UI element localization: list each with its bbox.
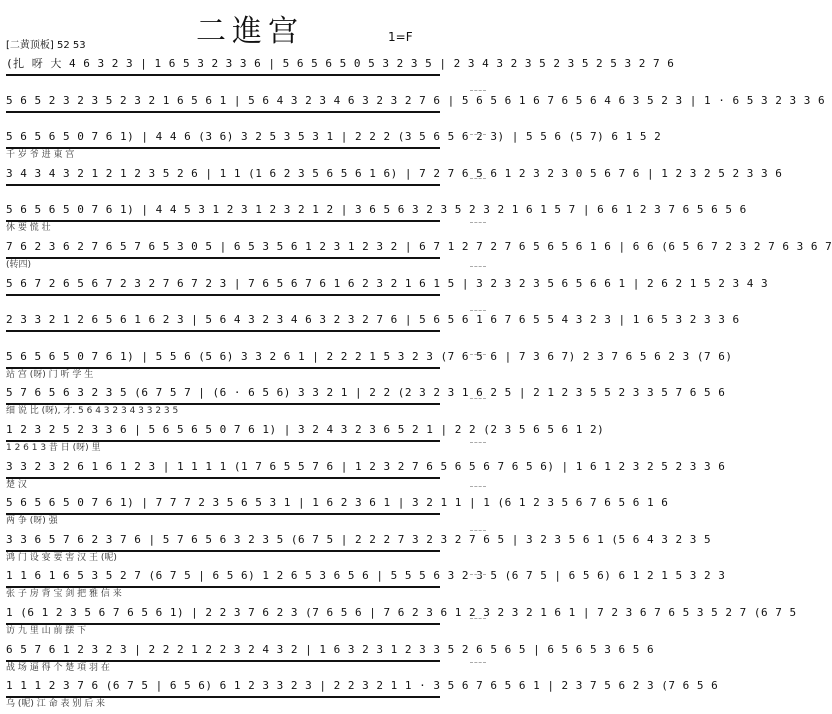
notation-text: (扎 呀 大 4 6 3 2 3 | 1 6 5 3 2 3 3 6 | 5 6 5 6 5 0 5 3 2 3 5 | 2 3 4 3 2 3 5 2 3 5 2 5 3 2 7 6 [6, 57, 675, 70]
notation-row [6, 383, 726, 405]
notation-row [6, 274, 769, 296]
margin-tick [470, 618, 486, 619]
notation-row [6, 603, 797, 625]
margin-tick [470, 90, 486, 91]
notation-text: 5 6 5 6 5 0 7 6 1) | 4 4 5 3 1 2 3 1 2 3 2 1 2 | 3 6 5 6 3 2 3 5 2 3 2 1 6 1 5 7 | 6 6 1 2 3 7 6 5 6 5 6 [6, 203, 747, 216]
notation-row [6, 200, 747, 222]
notation-row [6, 457, 726, 479]
lyric-line: 鸿 门 设 宴 要 害 汉 王 (呢) [6, 553, 117, 563]
margin-tick [470, 398, 486, 399]
notation-text: 1 2 3 2 5 2 3 3 6 | 5 6 5 6 5 0 7 6 1) | 3 2 4 3 2 3 6 5 2 1 | 2 2 (2 3 5 6 5 6 1 2) [6, 423, 605, 436]
margin-marks [470, 0, 490, 714]
notation-text: 6 5 7 6 1 2 3 2 3 | 2 2 2 1 2 2 3 2 4 3 2 | 1 6 3 2 3 1 2 3 3 5 2 6 5 6 5 | 6 5 6 5 3 6 5 6 [6, 643, 655, 656]
page-title: 二進宫 [196, 14, 304, 49]
lyric-line: 1 2 6 1 3 昔 日 (呀) 里 [6, 443, 101, 453]
margin-tick [470, 222, 486, 223]
margin-tick [470, 134, 486, 135]
lyric-line: (转四) [6, 260, 32, 270]
notation-row [6, 530, 712, 552]
notation-text: 1 1 1 2 3 7 6 (6 7 5 | 6 5 6) 6 1 2 3 3 2 3 | 2 2 3 2 1 1 · 3 5 6 7 6 5 6 1 | 2 3 7 5 6 2 3 (7 6 5 6 [6, 679, 719, 692]
notation-text: 3 3 2 3 2 6 1 6 1 2 3 | 1 1 1 1 (1 7 6 5 5 7 6 | 1 2 3 2 7 6 5 6 5 6 7 6 5 6) | 1 6 1 2 3 2 5 2 3 3 6 [6, 460, 726, 473]
lyric-line: 千 岁 爷 进 東 宫 [6, 150, 75, 160]
margin-tick [470, 574, 486, 575]
notation-row [6, 237, 832, 259]
margin-tick [470, 310, 486, 311]
notation-row [6, 420, 605, 442]
notation-row [6, 54, 675, 76]
meter-label: [二黄顶板] 52 53 [6, 40, 86, 51]
notation-text: 5 6 5 6 5 0 7 6 1) | 7 7 7 2 3 5 6 5 3 1 | 1 6 2 3 6 1 | 3 2 1 1 | 1 (6 1 2 3 5 6 7 6 5 6 1 6 [6, 496, 669, 509]
notation-text: 5 6 7 2 6 5 6 7 2 3 2 7 6 7 2 3 | 7 6 5 6 7 6 1 6 2 3 2 1 6 1 5 | 3 2 3 2 3 5 6 5 6 6 1 | 2 6 2 1 5 2 3 4 3 [6, 277, 769, 290]
lyric-line: 站 宫 (呀) 门 听 学 生 [6, 370, 94, 380]
notation-row [6, 91, 826, 113]
notation-text: 1 1 6 1 6 5 3 5 2 7 (6 7 5 | 6 5 6) 1 2 6 5 3 6 5 6 | 5 5 5 6 3 2 3 5 (6 7 5 | 6 5 6) 6 1 2 1 5 3 2 3 [6, 569, 726, 582]
margin-tick [470, 178, 486, 179]
notation-text: 1 (6 1 2 3 5 6 7 6 5 6 1) | 2 2 3 7 6 2 3 (7 6 5 6 | 7 6 2 3 6 1 2 3 2 3 2 1 6 1 | 7 2 3 6 7 6 5 3 5 2 7 (6 7 5 [6, 606, 797, 619]
lyric-line: 两 争 (呀) 强 [6, 516, 58, 526]
lyric-line: 楚 汉 [6, 480, 27, 490]
notation-text: 5 6 5 2 3 2 3 5 2 3 2 1 6 5 6 1 | 5 6 4 3 2 3 4 6 3 2 3 2 7 6 | 5 6 5 6 1 6 7 6 5 6 4 6 3 5 2 3 | 1 · 6 5 3 2 3 3 6 [6, 94, 826, 107]
key-signature: 1=F [388, 30, 413, 44]
notation-row [6, 493, 669, 515]
notation-text: 5 7 6 5 6 3 2 3 5 (6 7 5 7 | (6 · 6 5 6) 3 3 2 1 | 2 2 (2 3 2 3 1 6 2 5 | 2 1 2 3 5 5 2 3 3 5 7 6 5 6 [6, 386, 726, 399]
lyric-line: 张 子 房 背 宝 剑 把 雅 信 来 [6, 589, 122, 599]
margin-tick [470, 530, 486, 531]
notation-text: 3 4 3 4 3 2 1 2 1 2 3 5 2 6 | 1 1 (1 6 2 3 5 6 5 6 1 6) | 7 2 7 6 5 6 1 2 3 2 3 0 5 6 7 6 | 1 2 3 2 5 2 3 3 6 [6, 167, 783, 180]
notation-row [6, 127, 662, 149]
notation-text: 3 3 6 5 7 6 2 3 7 6 | 5 7 6 5 6 3 2 3 5 (6 7 5 | 2 2 2 7 3 2 3 2 7 6 5 | 3 2 3 5 6 1 (5 6 4 3 2 3 5 [6, 533, 712, 546]
lyric-line: 休 要 慌 壮 [6, 223, 51, 233]
margin-tick [470, 354, 486, 355]
lyric-line: 战 场 逼 得 个 楚 項 羽 在 [6, 663, 110, 673]
lyric-line: 乌 (呢) 江 命 表 别 后 来 [6, 699, 106, 709]
notation-text: 5 6 5 6 5 0 7 6 1) | 5 5 6 (5 6) 3 3 2 6 1 | 2 2 2 1 5 3 2 3 (7 6 5 6 | 7 3 6 7) 2 3 7 6 5 6 2 3 (7 6) [6, 350, 733, 363]
margin-tick [470, 266, 486, 267]
notation-row [6, 164, 783, 186]
margin-tick [470, 442, 486, 443]
notation-row [6, 676, 719, 698]
lyric-line: 细 说 比 (呀), 才. 5 6 4 3 2 3 4 3 3 2 3 5 [6, 406, 179, 416]
notation-text: 5 6 5 6 5 0 7 6 1) | 4 4 6 (3 6) 3 2 5 3 5 3 1 | 2 2 2 (3 5 6 5 6 2 3) | 5 5 6 (5 7) 6 1 5 2 [6, 130, 662, 143]
notation-text: 2 3 3 2 1 2 6 5 6 1 6 2 3 | 5 6 4 3 2 3 4 6 3 2 3 2 7 6 | 5 6 5 6 1 6 7 6 5 5 4 3 2 3 | 1 6 5 3 2 3 3 6 [6, 313, 740, 326]
notation-row [6, 640, 655, 662]
lyric-line: 访 九 里 山 前 摆 下 [6, 626, 87, 636]
margin-tick [470, 662, 486, 663]
notation-row [6, 347, 733, 369]
margin-tick [470, 486, 486, 487]
notation-row [6, 310, 740, 332]
notation-text: 7 6 2 3 6 2 7 6 5 7 6 5 3 0 5 | 6 5 3 5 6 1 2 3 1 2 3 2 | 6 7 1 2 7 2 7 6 5 6 5 6 1 6 | 6 6 (6 5 6 7 2 3 2 7 6 3 6 7 [6, 240, 832, 253]
notation-row [6, 566, 726, 588]
